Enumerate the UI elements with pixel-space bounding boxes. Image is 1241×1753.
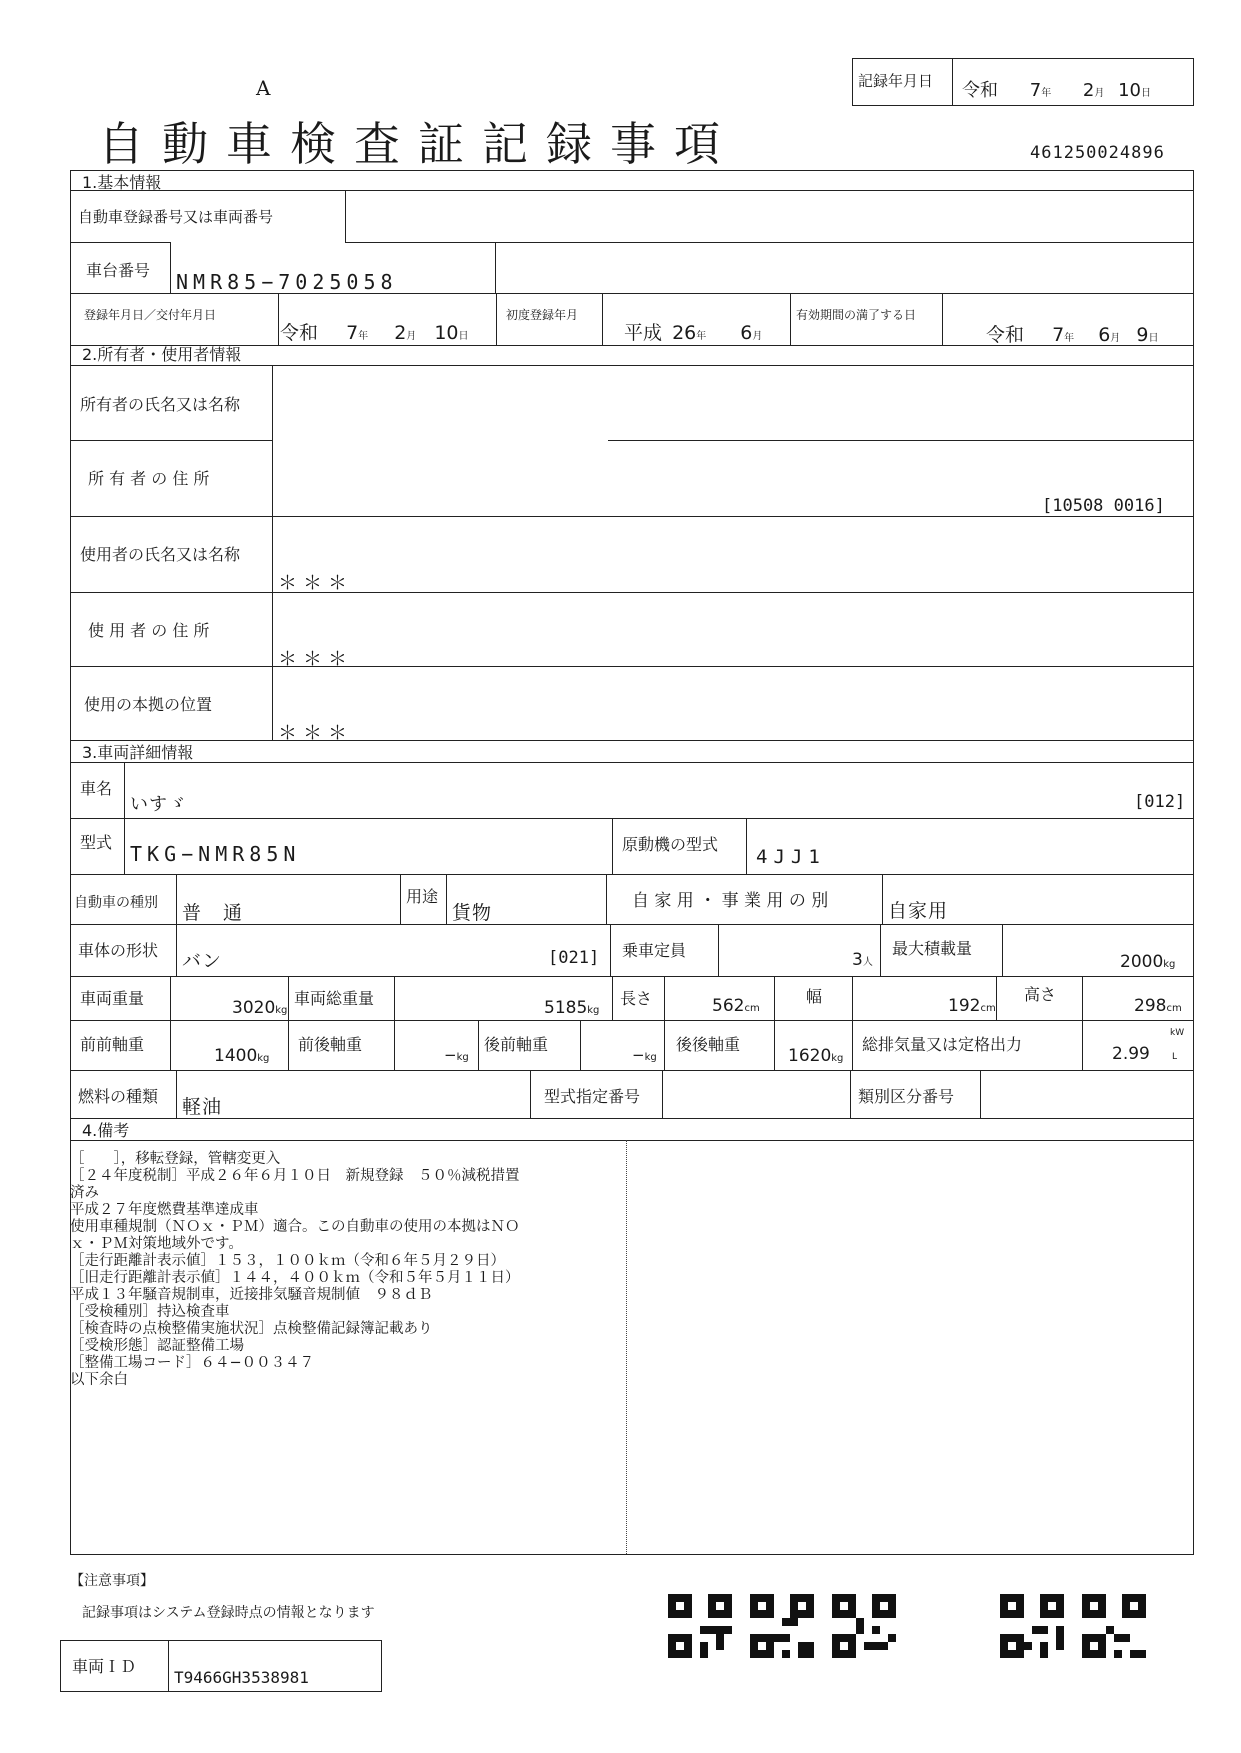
vehicle-kind-label: 自動車の種別 [74, 895, 158, 911]
remarks-text: ［ ］，移転登録，管轄変更入 ［２４年度税制］平成２６年６月１０日 新規登録 ５０％減税措置 済み 平成２７年度燃費基準達成車 使用車種規制（ＮＯｘ・ＰＭ）適合。この自動車の使用の本拠はＮＯ ｘ・ＰＭ対策地域外です。 ［走行距離計表示値］１５３，１００ｋｍ（令和６年５月２９日） ［旧走行距離計表示値］１４４，４００ｋｍ（令和５年５月１１日） 平成１３年騒音規制車，近接排気騒音規制値 ９８ｄＢ ［受検種別］持込検査車 ［検査時の点検整備実施状況］点検整備記録簿記載あり ［受検形態］認証整備工場 ［整備工場コード］６４−００３４７ 以下余白 [70, 1151, 520, 1388]
fuel-label: 燃料の種類 [78, 1087, 159, 1106]
width-value: 192cm [948, 996, 996, 1016]
height-value: 298cm [1134, 996, 1182, 1016]
body-shape-label: 車体の形状 [78, 941, 159, 960]
gross-weight-value: 5185kg [544, 998, 600, 1018]
capacity-value: 3人 [852, 950, 873, 970]
engine-model-value: 4JJ1 [756, 846, 826, 868]
document-number: 461250024896 [1030, 143, 1165, 163]
chassis-number-value: NMR85−7025058 [176, 270, 398, 294]
qr-code-icon [832, 1594, 896, 1658]
rf-axle-value: −kg [632, 1046, 657, 1064]
section-basic-info-title: 1.基本情報 [82, 173, 162, 192]
gross-weight-label: 車両総重量 [294, 989, 375, 1008]
use-label: 用途 [406, 887, 439, 906]
fr-axle-label: 前後軸重 [298, 1035, 363, 1054]
vehicle-id-label: 車両ＩＤ [72, 1657, 137, 1676]
displacement-unit-l: L [1172, 1052, 1178, 1062]
rf-axle-label: 後前軸重 [484, 1035, 549, 1054]
engine-model-label: 原動機の型式 [622, 835, 719, 854]
section-vehicle-detail-title: 3.車両詳細情報 [82, 743, 194, 762]
rr-axle-value: 1620kg [788, 1046, 844, 1066]
vehicle-kind-value: 普 通 [182, 902, 251, 924]
base-location-value: ＊＊＊ [278, 722, 354, 744]
max-load-label: 最大積載量 [892, 939, 973, 958]
vehicle-name-code: [012] [1134, 792, 1186, 812]
user-address-label: 使 用 者 の 住 所 [88, 621, 210, 640]
page-title: 自動車検査証記録事項 [98, 117, 738, 171]
width-label: 幅 [806, 987, 823, 1006]
body-shape-code: [021] [548, 948, 600, 968]
first-reg-label: 初度登録年月 [506, 308, 579, 322]
vehicle-weight-label: 車両重量 [80, 989, 145, 1008]
fr-axle-value: −kg [444, 1046, 469, 1064]
rr-axle-label: 後後軸重 [676, 1035, 741, 1054]
owner-name-label: 所有者の氏名又は名称 [80, 395, 241, 414]
private-commercial-label: 自 家 用 ・ 事 業 用 の 別 [632, 891, 829, 911]
vehicle-name-label: 車名 [80, 779, 113, 798]
section-owner-user-title: 2.所有者・使用者情報 [82, 345, 242, 364]
expiry-value: 令和 7年 6月 9日 [986, 324, 1159, 346]
displacement-label: 総排気量又は定格出力 [862, 1035, 1023, 1054]
section-remarks-title: 4.備考 [82, 1121, 130, 1140]
qr-code-icon [1000, 1594, 1064, 1658]
ff-axle-label: 前前軸重 [80, 1035, 145, 1054]
displacement-unit-kw: kW [1170, 1028, 1185, 1038]
record-date-label: 記録年月日 [858, 72, 934, 90]
form-mark: A [256, 76, 271, 100]
height-label: 高さ [1024, 985, 1057, 1004]
user-name-value: ＊＊＊ [278, 572, 354, 594]
reg-date-value: 令和 7年 2月 10日 [280, 322, 469, 344]
base-location-label: 使用の本拠の位置 [84, 695, 213, 714]
max-load-value: 2000kg [1120, 952, 1176, 972]
vehicle-name-value: いすゞ [130, 794, 187, 815]
body-shape-value: バン [182, 950, 223, 972]
user-address-value: ＊＊＊ [278, 648, 354, 670]
reg-number-label: 自動車登録番号又は車両番号 [78, 208, 274, 226]
length-value: 562cm [712, 996, 760, 1016]
notice-title: 【注意事項】 [70, 1573, 154, 1589]
length-label: 長さ [620, 989, 653, 1008]
qr-code-icon [668, 1594, 732, 1658]
reg-date-label: 登録年月日／交付年月日 [84, 308, 217, 322]
fuel-value: 軽油 [182, 1096, 223, 1118]
model-value: TKG−NMR85N [130, 842, 301, 866]
expiry-label: 有効期間の満了する日 [796, 308, 917, 322]
vehicle-id-value: T9466GH3538981 [174, 1668, 309, 1687]
record-date-value: 令和 7年 2月 10日 [962, 80, 1152, 101]
notice-text: 記録事項はシステム登録時点の情報となります [82, 1605, 375, 1621]
first-reg-value: 平成 26年 6月 [624, 322, 763, 344]
chassis-number-label: 車台番号 [86, 261, 151, 280]
designation-number-label: 型式指定番号 [544, 1087, 641, 1106]
use-value: 貨物 [452, 902, 493, 924]
private-commercial-value: 自家用 [888, 900, 949, 922]
capacity-label: 乗車定員 [622, 941, 687, 960]
owner-address-code: [10508 0016] [1042, 496, 1165, 516]
ff-axle-value: 1400kg [214, 1046, 270, 1066]
vehicle-weight-value: 3020kg [232, 998, 288, 1018]
model-label: 型式 [80, 833, 113, 852]
owner-address-label: 所 有 者 の 住 所 [88, 469, 210, 488]
category-number-label: 類別区分番号 [858, 1087, 955, 1106]
user-name-label: 使用者の氏名又は名称 [80, 545, 241, 564]
displacement-value: 2.99 [1112, 1044, 1150, 1064]
qr-code-icon [1082, 1594, 1146, 1658]
qr-code-icon [750, 1594, 814, 1658]
